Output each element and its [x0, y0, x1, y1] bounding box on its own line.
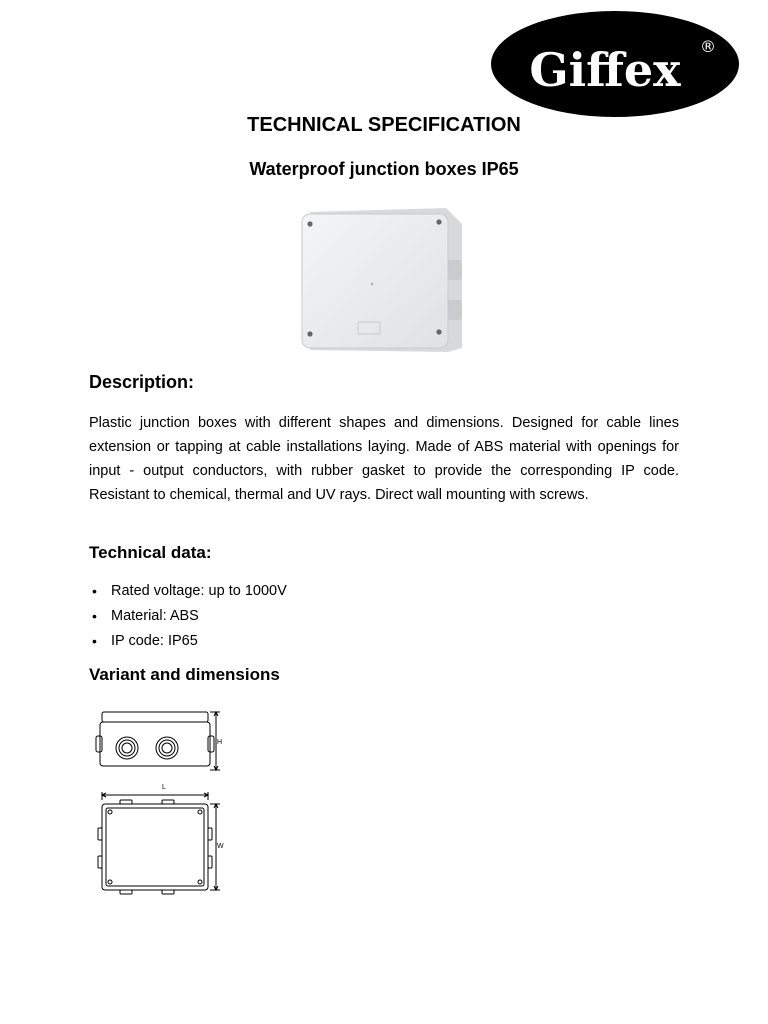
registered-mark: ®: [700, 37, 716, 56]
description-heading: Description:: [89, 372, 195, 392]
brand-logo: [490, 10, 740, 118]
description-text: Plastic junction boxes with different shapes and dimensions. Designed for cable lines extension or tapping at cable installations laying. Made of ABS material with openings for input - output conductors, with rubber gasket to provide the corresponding IP code. Resistant to chemical, thermal and UV rays. Direct wall mounting with screws.: [89, 415, 679, 503]
spec-item: • Material: ABS: [89, 605, 287, 630]
technical-data-heading: Technical data:: [89, 543, 212, 562]
spec-item: • IP code: IP65: [89, 630, 287, 655]
dimension-drawing: [86, 700, 246, 900]
document-subtitle: Waterproof junction boxes IP65: [249, 159, 519, 179]
document-title: TECHNICAL SPECIFICATION: [247, 114, 521, 136]
variants-heading: Variant and dimensions: [89, 665, 280, 684]
spec-item: • Rated voltage: up to 1000V: [89, 580, 287, 605]
length-label: L: [162, 784, 166, 791]
technical-data-list: [89, 580, 287, 655]
side-view: [96, 712, 222, 770]
product-image: [296, 200, 466, 360]
brand-name: Giffex: [529, 43, 681, 97]
height-label: H: [217, 739, 223, 746]
top-view: [98, 784, 224, 894]
width-label: W: [217, 843, 224, 850]
